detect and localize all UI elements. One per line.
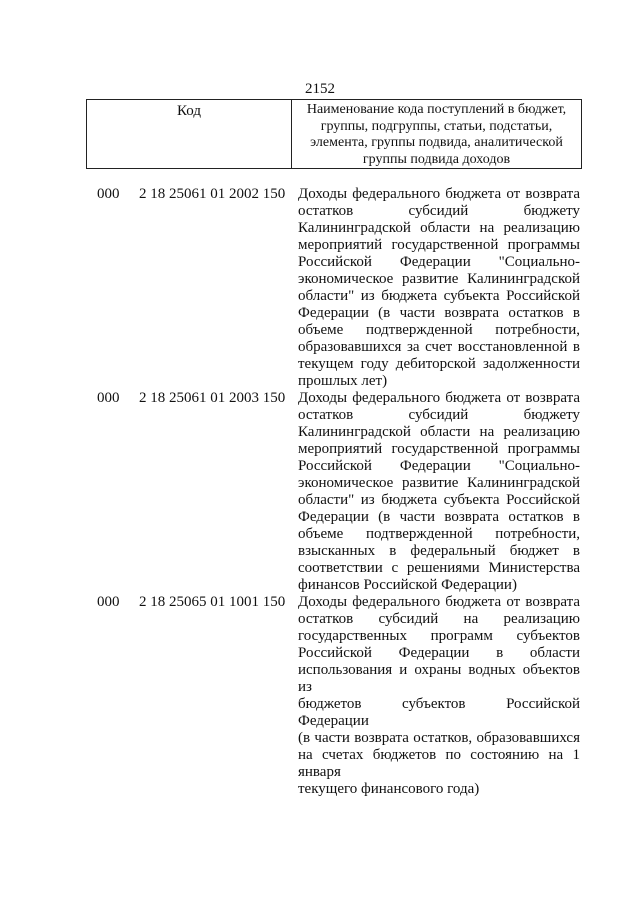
income-code: 2 18 25061 01 2002 150 (139, 186, 286, 202)
description-line: Калининградской области на реализацию (298, 220, 580, 236)
description-line: Доходы федерального бюджета от возврата (298, 594, 580, 610)
description-line: соответствии с решениями Министерства (298, 560, 580, 576)
description-line: остатков субсидий на реализацию (298, 611, 580, 627)
table-body (0, 186, 640, 798)
table-row (0, 594, 640, 798)
description-line: Калининградской области на реализацию (298, 424, 580, 440)
description-line: государственных программ субъектов (298, 628, 580, 644)
description-line: Федерации (в части возврата остатков в (298, 509, 580, 525)
income-description (298, 390, 580, 594)
description-line: использования и охраны водных объектов из (298, 662, 580, 695)
table-row (0, 186, 640, 390)
description-line: на счетах бюджетов по состоянию на 1 января (298, 747, 580, 780)
description-line: экономическое развитие Калининградской (298, 271, 580, 287)
description-line: бюджетов субъектов Российской Федерации (298, 696, 580, 729)
description-line: Доходы федерального бюджета от возврата (298, 186, 580, 202)
description-line: Российской Федерации "Социально- (298, 458, 580, 474)
admin-code: 000 (97, 594, 120, 610)
description-line: остатков субсидий бюджету (298, 407, 580, 423)
admin-code: 000 (97, 390, 120, 406)
description-line: (в части возврата остатков, образовавшихся (298, 730, 580, 746)
header-code-label: Код (87, 100, 292, 168)
admin-code: 000 (97, 186, 120, 202)
description-line: образовавшихся за счет восстановленной в (298, 339, 580, 355)
description-line: текущем году дебиторской задолженности (298, 356, 580, 372)
description-line: области" из бюджета субъекта Российской (298, 288, 580, 304)
description-line: Российской Федерации "Социально- (298, 254, 580, 270)
page-number: 2152 (305, 81, 335, 97)
description-line: объеме подтвержденной потребности, (298, 322, 580, 338)
table-header (86, 99, 582, 169)
description-line: Российской Федерации в области (298, 645, 580, 661)
description-line: прошлых лет) (298, 373, 388, 389)
description-line: взысканных в федеральный бюджет в (298, 543, 580, 559)
income-description (298, 186, 580, 390)
description-line: текущего финансового года) (298, 781, 480, 797)
description-line: Доходы федерального бюджета от возврата (298, 390, 580, 406)
income-code: 2 18 25065 01 1001 150 (139, 594, 286, 610)
table-row (0, 390, 640, 594)
description-line: финансов Российской Федерации) (298, 577, 517, 593)
description-line: Федерации (в части возврата остатков в (298, 305, 580, 321)
description-line: объеме подтвержденной потребности, (298, 526, 580, 542)
description-line: остатков субсидий бюджету (298, 203, 580, 219)
description-line: экономическое развитие Калининградской (298, 475, 580, 491)
income-code: 2 18 25061 01 2003 150 (139, 390, 286, 406)
description-line: области" из бюджета субъекта Российской (298, 492, 580, 508)
income-description (298, 594, 580, 798)
header-name-label: Наименование кода поступлений в бюджет, группы, подгруппы, статьи, подстатьи, элемента, группы подвида, аналитической группы подвида доходов (306, 102, 567, 167)
description-line: мероприятий государственной программы (298, 237, 580, 253)
description-line: мероприятий государственной программы (298, 441, 580, 457)
